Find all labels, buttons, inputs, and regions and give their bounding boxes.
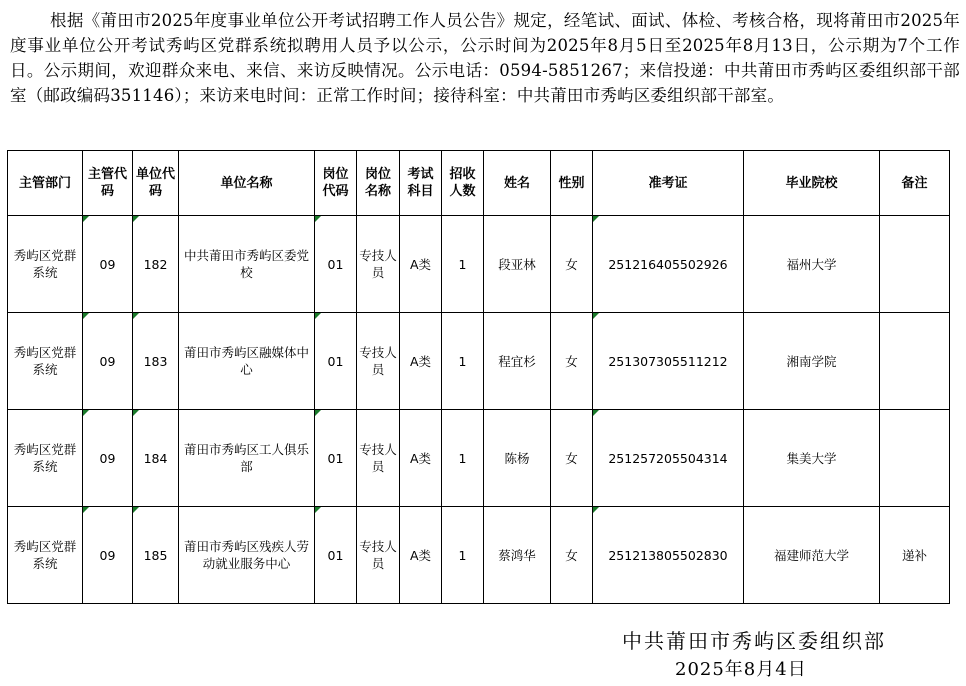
table-cell — [593, 216, 744, 313]
table-row — [8, 313, 950, 410]
table-cell: 莆田市秀屿区融媒体中心 — [179, 313, 315, 410]
table-cell: 秀屿区党群系统 — [8, 507, 83, 604]
table-cell: 1 — [442, 313, 484, 410]
table-header-row — [8, 151, 950, 216]
header-cell: 性别 — [551, 151, 593, 216]
table-cell: 专技人员 — [357, 507, 400, 604]
table-cell — [83, 313, 133, 410]
cell-flag — [83, 507, 89, 513]
table-cell — [83, 507, 133, 604]
table-cell: 女 — [551, 410, 593, 507]
hiring-table — [7, 150, 950, 604]
header-cell: 单位代码 — [133, 151, 179, 216]
table-cell: A类 — [400, 507, 442, 604]
table-cell — [315, 507, 357, 604]
cell-flag — [593, 410, 599, 416]
table-cell — [593, 507, 744, 604]
table-cell: A类 — [400, 313, 442, 410]
table-cell: 秀屿区党群系统 — [8, 216, 83, 313]
cell-text: 01 — [327, 450, 344, 466]
cell-text: 09 — [99, 256, 116, 272]
table-cell: 专技人员 — [357, 313, 400, 410]
cell-flag — [593, 313, 599, 319]
cell-flag — [83, 410, 89, 416]
header-cell: 毕业院校 — [744, 151, 880, 216]
cell-text: 251216405502926 — [608, 256, 728, 272]
cell-flag — [315, 410, 321, 416]
cell-text: 185 — [143, 547, 168, 563]
header-cell: 考试科目 — [400, 151, 442, 216]
table-cell — [133, 507, 179, 604]
cell-text: 09 — [99, 547, 116, 563]
cell-text: 09 — [99, 450, 116, 466]
table-cell: 1 — [442, 410, 484, 507]
table-cell: 湘南学院 — [744, 313, 880, 410]
table-cell: 程宜杉 — [484, 313, 551, 410]
cell-flag — [133, 216, 139, 222]
table-cell — [315, 216, 357, 313]
cell-flag — [593, 216, 599, 222]
table-row — [8, 410, 950, 507]
cell-flag — [133, 410, 139, 416]
header-cell: 招收人数 — [442, 151, 484, 216]
table-cell: 秀屿区党群系统 — [8, 410, 83, 507]
table-cell — [880, 410, 950, 507]
cell-text: 251257205504314 — [608, 450, 728, 466]
cell-flag — [315, 313, 321, 319]
header-cell: 岗位名称 — [357, 151, 400, 216]
table-cell — [83, 216, 133, 313]
cell-text: 184 — [143, 450, 168, 466]
table-cell — [133, 313, 179, 410]
table-cell: 莆田市秀屿区工人俱乐部 — [179, 410, 315, 507]
cell-text: 01 — [327, 256, 344, 272]
table-cell — [315, 313, 357, 410]
table-cell — [315, 410, 357, 507]
cell-flag — [315, 216, 321, 222]
table-row — [8, 216, 950, 313]
cell-text: 251213805502830 — [608, 547, 728, 563]
table-row — [8, 507, 950, 604]
table-cell — [83, 410, 133, 507]
table-cell: 递补 — [880, 507, 950, 604]
table-cell: 陈杨 — [484, 410, 551, 507]
header-cell: 准考证 — [593, 151, 744, 216]
table-cell: 专技人员 — [357, 216, 400, 313]
table-cell — [593, 410, 744, 507]
table-cell: 专技人员 — [357, 410, 400, 507]
header-cell: 主管代码 — [83, 151, 133, 216]
cell-text: 182 — [143, 256, 168, 272]
table-cell: A类 — [400, 216, 442, 313]
table-cell: 段亚林 — [484, 216, 551, 313]
table-cell: 福州大学 — [744, 216, 880, 313]
table-cell: 蔡鸿华 — [484, 507, 551, 604]
signature-date: 2025年8月4日 — [675, 659, 807, 680]
header-cell: 姓名 — [484, 151, 551, 216]
cell-text: 251307305511212 — [608, 353, 728, 369]
table-cell — [880, 313, 950, 410]
table-cell — [593, 313, 744, 410]
table-cell: 女 — [551, 507, 593, 604]
table-cell: 1 — [442, 216, 484, 313]
table-cell: 莆田市秀屿区残疾人劳动就业服务中心 — [179, 507, 315, 604]
table-cell — [133, 216, 179, 313]
header-cell: 主管部门 — [8, 151, 83, 216]
cell-flag — [83, 313, 89, 319]
table-cell: A类 — [400, 410, 442, 507]
cell-text: 183 — [143, 353, 168, 369]
table-cell: 中共莆田市秀屿区委党校 — [179, 216, 315, 313]
table-cell — [880, 216, 950, 313]
table-cell: 集美大学 — [744, 410, 880, 507]
header-cell: 单位名称 — [179, 151, 315, 216]
table-cell: 女 — [551, 216, 593, 313]
cell-flag — [315, 507, 321, 513]
cell-flag — [83, 216, 89, 222]
table-cell: 1 — [442, 507, 484, 604]
header-cell: 岗位代码 — [315, 151, 357, 216]
table-cell: 女 — [551, 313, 593, 410]
cell-text: 01 — [327, 547, 344, 563]
cell-text: 01 — [327, 353, 344, 369]
cell-flag — [133, 313, 139, 319]
table-cell: 秀屿区党群系统 — [8, 313, 83, 410]
signature-org: 中共莆田市秀屿区委组织部 — [622, 629, 886, 653]
notice-paragraph: 根据《莆田市2025年度事业单位公开考试招聘工作人员公告》规定，经笔试、面试、体检、考核合格，现将莆田市2025年度事业单位公开考试秀屿区党群系统拟聘用人员予以公示，公示时间为2025年8月5日至2025年8月13日，公示期为7个工作日。公示期间，欢迎群众来电、来信、来访反映情况。公示电话：0594-5851267；来信投递：中共莆田市秀屿区委组织部干部室（邮政编码351146）；来访来电时间：正常工作时间；接待科室：中共莆田市秀屿区委组织部干部室。 — [10, 11, 960, 105]
header-cell: 备注 — [880, 151, 950, 216]
table-cell — [133, 410, 179, 507]
cell-text: 09 — [99, 353, 116, 369]
cell-flag — [133, 507, 139, 513]
cell-flag — [593, 507, 599, 513]
table-cell: 福建师范大学 — [744, 507, 880, 604]
